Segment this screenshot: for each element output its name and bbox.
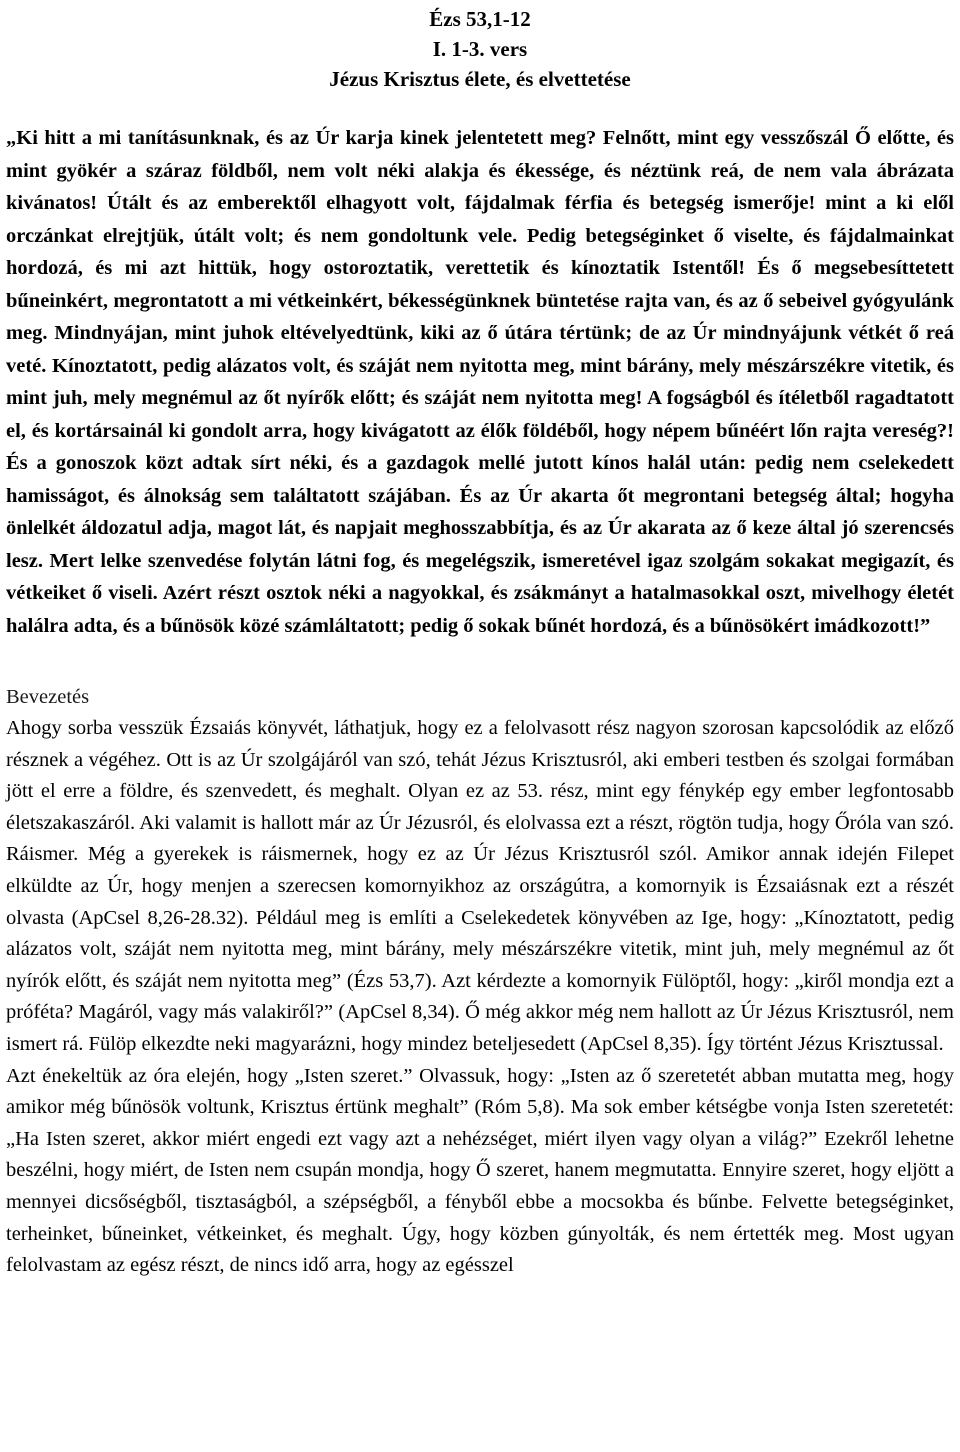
bible-reference: Ézs 53,1-12 — [429, 7, 531, 31]
section-heading: Bevezetés — [6, 686, 90, 708]
body-paragraph: Ahogy sorba vesszük Ézsaiás könyvét, láthatjuk, hogy ez a felolvasott rész nagyon szorosan kapcsolódik az előző résznek a végéhez. Ott is az Úr szolgájáról van szó, tehát Jézus Krisztusról, aki emberi testben és szolgai formában jött el erre a földre, és szenvedett, és meghalt. Olyan ez az 53. rész, mint egy fénykép egy ember legfontosabb életszakaszáról. Aki valamit is hallott már az Úr Jézusról, és elolvassa ezt a részt, rögtön tudja, hogy Őróla van szó. Ráismer. Még a gyerekek is ráismernek, hogy ez az Úr Jézus Krisztusról szól. Amikor annak idején Filepet elküldte az Úr, hogy menjen a szerecsen komornyikhoz az országútra, a komornyik is Ézsaiásnak ezt a részét olvasta (ApCsel 8,26-28.32). Például meg is említi a Cselekedetek könyvében az Ige, hogy: „Kínoztatott, pedig alázatos volt, száját nem nyitotta meg, mint bárány, mely mészárszékre vitetik, mint juh, mely megnémul az őt nyírók előtt, és száját nem nyitotta meg” (Ézs 53,7). Azt kérdezte a komornyik Fülöptől, hogy: „kiről mondja ezt a próféta? Magáról, vagy más valakiről?” (ApCsel 8,34). Ő még akkor még nem hallott az Úr Jézus Krisztusról, nem ismert rá. Fülöp elkezdte neki magyarázni, hogy mindez beteljesedett (ApCsel 8,35). Így történt Jézus Krisztussal. — [6, 717, 954, 1055]
document-header — [6, 4, 954, 94]
scripture-quote: „Ki hitt a mi tanításunknak, és az Úr karja kinek jelentetett meg? Felnőtt, mint egy vesszőszál Ő előtte, és mint gyökér a száraz földből, nem volt néki alakja és ékessége, és néztünk reá, de nem vala ábrázata kivánatos! Útált és az emberektől elhagyott volt, fájdalmak férfia és betegség ismerője! mint a ki elől orczánkat elrejtjük, útált volt; és nem gondoltunk vele. Pedig betegséginket ő viselte, és fájdalmainkat hordozá, és mi azt hittük, hogy ostoroztatik, verettetik és kínoztatik Istentől! És ő megsebesíttetett bűneinkért, megrontatott a mi vétkeinkért, békességünknek büntetése rajta van, és az ő sebeivel gyógyulánk meg. Mindnyájan, mint juhok eltévelyedtünk, kiki az ő útára tértünk; de az Úr mindnyájunk vétkét ő reá veté. Kínoztatott, pedig alázatos volt, és száját nem nyitotta meg, mint bárány, mely mészárszékre vitetik, és mint juh, mely megnémul az őt nyírők előtt; és száját nem nyitotta meg! A fogságból és ítéletből ragadtatott el, és kortársainál ki gondolt arra, hogy kivágatott az élők földéből, hogy népem bűnéért lőn rajta vereség?! És a gonoszok közt adtak sírt néki, és a gazdagok mellé jutott kínos halál után: pedig nem cselekedett hamisságot, és álnokság sem találtatott szájában. És az Úr akarta őt megrontani betegség által; hogyha önlelkét áldozatul adja, magot lát, és napjait meghosszabbítja, és az Úr akarata az ő keze által jó szerencsés lesz. Mert lelke szenvedése folytán látni fog, és megelégszik, ismeretével igaz szolgám sokakat megigazít, és vétkeiket ő viseli. Azért részt osztok néki a nagyokkal, és zsákmányt a hatalmasokkal oszt, mivelhogy életét halálra adta, és a bűnösök közé számláltatott; pedig ő sokak bűnét hordozá, és a bűnösökért imádkozott!” — [6, 127, 954, 637]
body-paragraph: Azt énekeltük az óra elején, hogy „Isten szeret.” Olvassuk, hogy: „Isten az ő szeretetét abban mutatta meg, hogy amikor még bűnösök voltunk, Krisztus értünk meghalt” (Róm 5,8). Ma sok ember kétségbe vonja Isten szeretetét: „Ha Isten szeret, akkor miért engedi ezt vagy azt a nehézséget, miért ilyen vagy olyan a világ?” Ezekről lehetne beszélni, hogy miért, de Isten nem csupán mondja, hogy Ő szeret, hanem megmutatta. Ennyire szeret, hogy eljött a mennyei dicsőségből, tisztaságból, a szépségből, a fényből ebbe a mocsokba és bűnbe. Felvette betegséginket, terheinket, bűneinket, vétkeinket, és meghalt. Úgy, hogy közben gúnyolták, és nem értették meg. Most ugyan felolvastam az egész részt, de nincs idő arra, hogy az egésszel — [6, 1064, 954, 1277]
sermon-title: Jézus Krisztus élete, és elvettetése — [329, 67, 631, 91]
verse-range: I. 1-3. vers — [432, 37, 528, 61]
